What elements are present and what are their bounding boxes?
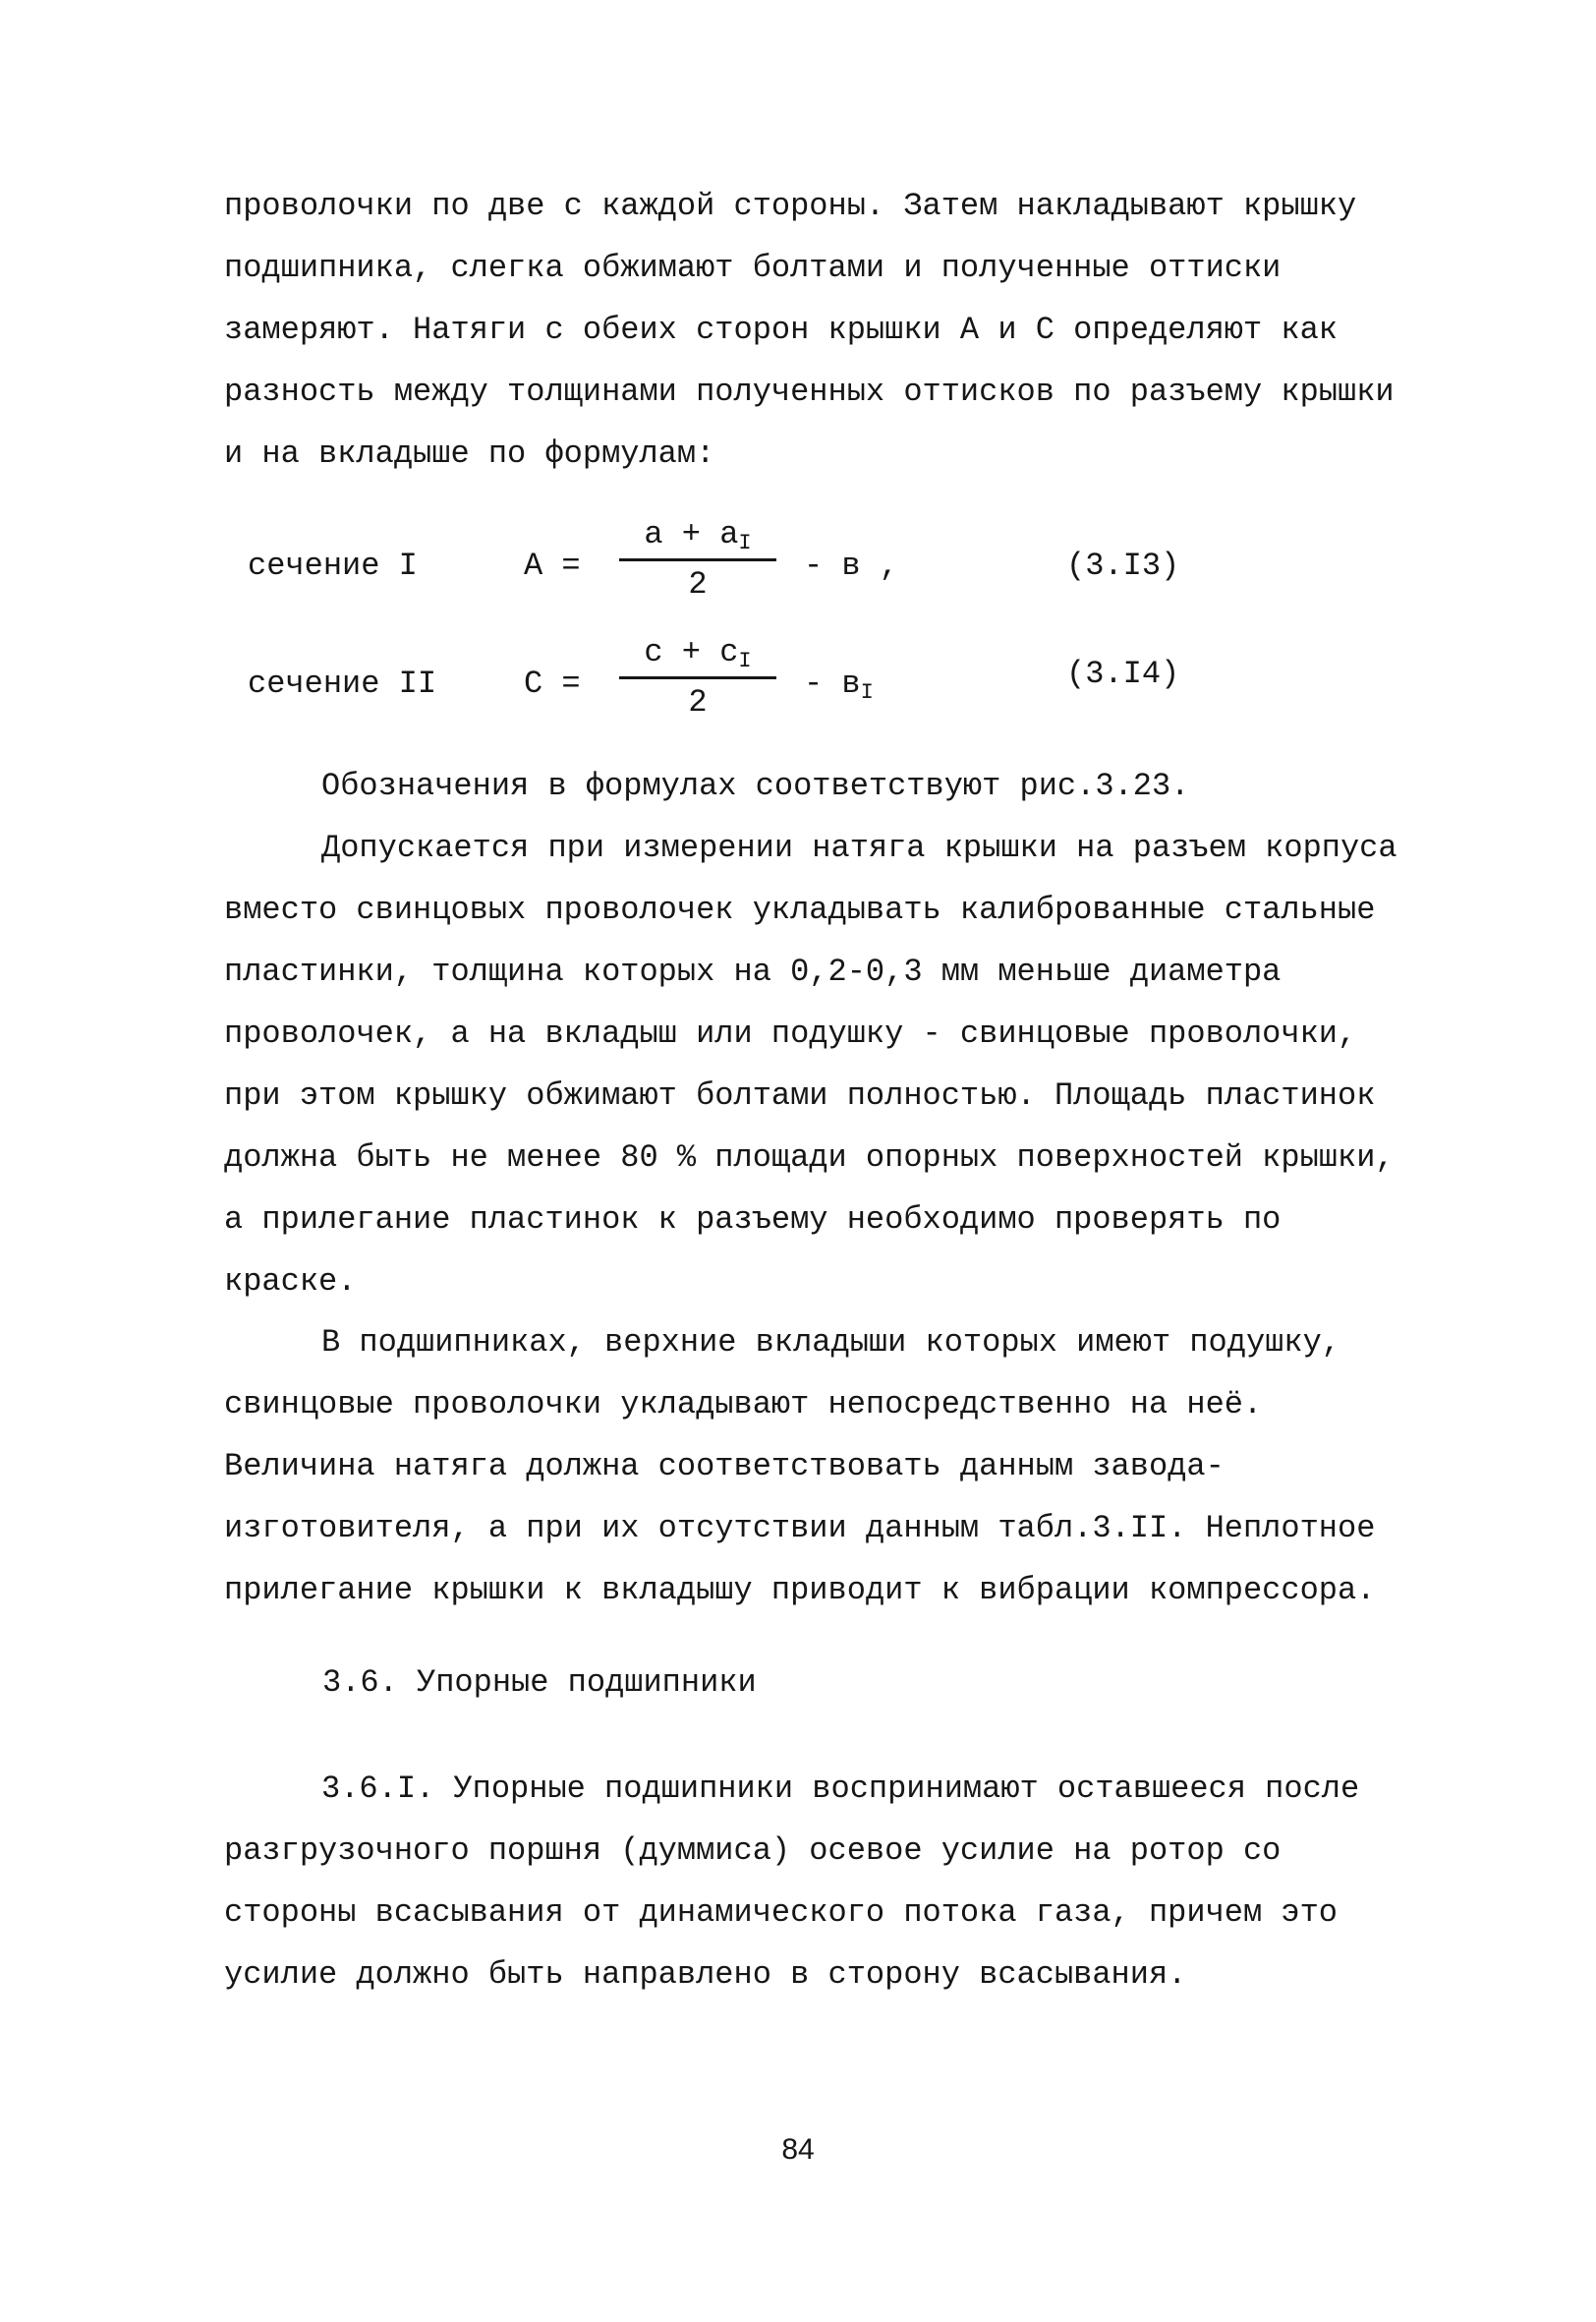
formula-number: (3.I3) — [1066, 548, 1180, 584]
tail-main: - в — [804, 666, 861, 702]
paragraph-bearings: В подшипниках, верхние вкладыши которых имеют подушку, свинцовые проволочки укладывают непосредственно на неё. Величина натяга должна соответствовать данным завода-изготовителя, а при их отсутствии данным табл.3.II. Неплотное прилегание крышки к вкладышу приводит к вибрации компрессора. — [224, 1324, 1376, 1608]
tail-subscript: I — [860, 680, 874, 705]
fraction-denominator: 2 — [688, 566, 708, 603]
numerator-subscript: I — [738, 649, 752, 673]
formula-tail: - в , — [804, 548, 899, 584]
section-heading: 3.6. Упорные подшипники — [322, 1664, 757, 1701]
numerator-main: с + с — [644, 634, 739, 670]
paragraph-thrust-bearings: 3.6.I. Упорные подшипники воспринимают оставшееся после разгрузочного поршня (думмиса) осевое усилие на ротор со стороны всасывания от динамического потока газа, причем это усилие должно быть направлено в сторону всасывания. — [224, 1771, 1360, 1993]
paragraph-measurement: Допускается при измерении натяга крышки на разъем корпуса вместо свинцовых проволочек укладывать калиброванные стальные пластинки, толщина которых на 0,2-0,3 мм меньше диаметра проволочек, а на вкладыш или подушку - свинцовые проволочки, при этом крышку обжимают болтами полностью. Площадь пластинок должна быть не менее 80 % площади опорных поверхностей крышки, а прилегание пластинок к разъему необходимо проверять по краске. — [224, 830, 1397, 1300]
paragraph-intro: проволочки по две с каждой стороны. Затем накладывают крышку подшипника, слегка обжимают болтами и полученные оттиски замеряют. Натяги с обеих сторон крышки А и С определяют как разность между толщинами полученных оттисков по разъему крышки и на вкладыше по формулам: — [224, 188, 1395, 472]
formula-fraction — [619, 511, 776, 609]
fraction-numerator — [619, 511, 776, 558]
fraction-numerator — [619, 629, 776, 676]
formula-label: сечение II — [248, 666, 437, 702]
formula-number: (3.I4) — [1066, 656, 1180, 692]
formula-3-14 — [0, 629, 1596, 747]
formula-3-13 — [0, 511, 1596, 629]
fraction-denominator: 2 — [688, 684, 708, 721]
numerator-subscript: I — [738, 531, 752, 555]
paragraph-notation: Обозначения в формулах соответствуют рис.3.23. — [321, 768, 1190, 804]
page-number: 84 — [781, 2133, 815, 2166]
formula-lhs: А = — [524, 548, 581, 584]
formula-fraction — [619, 629, 776, 726]
formula-label: сечение I — [248, 548, 418, 584]
numerator-main: а + а — [644, 516, 739, 552]
formula-tail — [804, 653, 874, 715]
formula-lhs: С = — [524, 666, 581, 702]
